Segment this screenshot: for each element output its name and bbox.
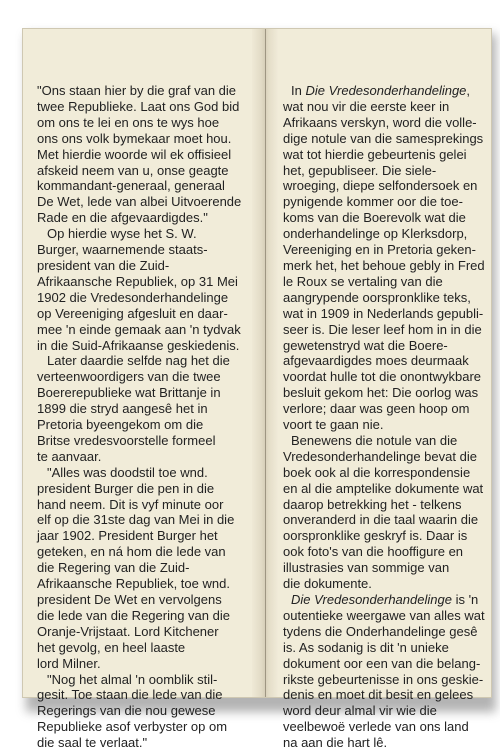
- paragraph-line: Afrikaans verskyn, word die volle-: [283, 114, 477, 130]
- paragraph-line: president De Wet en vervolgens: [37, 592, 222, 607]
- paragraph-line: pynigende kommer oor die toe-: [283, 194, 463, 210]
- paragraph-line: Afrikaansche Republiek, toe wnd.: [37, 576, 230, 592]
- paragraph-line: rikste gebeurtenisse in ons geskie-: [283, 671, 484, 687]
- paragraph-line: "Alles was doodstil toe wnd.: [47, 464, 208, 480]
- paragraph-line: outentieke weergawe van alles wat: [283, 607, 485, 623]
- paragraph-line: gewetenstryd wat die Boere-: [283, 337, 448, 353]
- paragraph-line: in die Suid-Afrikaanse geskiedenis.: [37, 337, 240, 353]
- paragraph-line: Afrikaansche Republiek, op 31 Mei: [37, 273, 238, 289]
- paragraph-line: De Wet, lede van albei Uitvoerende: [37, 194, 242, 210]
- paragraph-line: illustrasies van sommige van: [283, 560, 450, 576]
- paragraph-line: tydens die Onderhandelinge gesê: [283, 623, 478, 639]
- paragraph-line: die Regering van die Zuid-: [37, 560, 190, 576]
- paragraph-line: 1899 die stryd aangesê het in: [37, 401, 208, 417]
- paragraph-line: aangrypende oorspronklike teks,: [283, 289, 471, 305]
- paragraph-line: op Vereeniging afgesluit en daar-: [37, 305, 228, 321]
- paragraph-line: Met hierdie woorde wil ek offisieel: [37, 146, 232, 162]
- left-text-column: [37, 83, 252, 751]
- paragraph-line: merk het, het behoue gebly in Fred: [283, 257, 485, 273]
- paragraph-line: Benewens die notule van die: [291, 432, 458, 448]
- paragraph-line: jaar 1902. President Burger het: [37, 528, 218, 544]
- paragraph-line: voordat hulle tot die onontwykbare: [283, 369, 482, 385]
- paragraph-line: het gevolg, en heel laaste: [37, 639, 186, 655]
- paragraph-line: oorspronklike geskryf is. Daar is: [283, 528, 468, 544]
- paragraph-line: afgevaardigdes moes deurmaak: [283, 353, 469, 369]
- book-page: [22, 28, 492, 751]
- paragraph-line: Republieke asof verbyster op om: [37, 719, 228, 735]
- fold-line: [265, 29, 266, 697]
- paragraph-line: wat tot hierdie gebeurtenis gelei: [283, 146, 467, 162]
- paragraph-line: "Nog het almal 'n oomblik stil-: [47, 671, 218, 687]
- paragraph-line: lord Milner.: [37, 655, 101, 671]
- paragraph-line: besluit gekom het: Die oorlog was: [283, 385, 479, 401]
- paragraph-line: na aan die hart lê.: [283, 735, 388, 751]
- paragraph-line: "Ons staan hier by die graf van die: [37, 83, 237, 98]
- paragraph-line: elf op die 31ste dag van Mei in die: [37, 512, 235, 528]
- paragraph-line: veelbewoë verlede van ons land: [283, 719, 469, 735]
- paragraph-line: Regerings van die nou gewese: [37, 703, 216, 719]
- paragraph-line: verlore; daar was geen hoop om: [283, 401, 470, 417]
- paragraph-line: In Die Vredesonderhandelinge,: [291, 83, 471, 98]
- paragraph-line: voort te gaan nie.: [283, 417, 384, 433]
- paragraph-line: is. As sodanig is dit 'n unieke: [283, 639, 449, 655]
- paragraph-line: onveranderd in die taal waarin die: [283, 512, 479, 528]
- right-text-column: [283, 83, 483, 751]
- paragraph-line: hand neem. Dit is vyf minute oor: [37, 496, 224, 512]
- paragraph-line: en al die amptelike dokumente wat: [283, 480, 484, 496]
- paragraph-line: twee Republieke. Laat ons God bid: [37, 98, 240, 114]
- paragraph-line: die lede van die Regering van die: [37, 607, 230, 623]
- paragraph-line: gesit. Toe staan die lede van die: [37, 687, 223, 703]
- paragraph-line: 1902 die Vredesonderhandelinge: [37, 289, 229, 305]
- paragraph-line: afskeid neem van u, onse geagte: [37, 162, 229, 178]
- paragraph-line: ook foto's van die hooffigure en: [283, 544, 464, 560]
- paragraph-line: Op hierdie wyse het S. W.: [47, 226, 197, 242]
- paragraph-line: om ons te lei en ons te wys hoe: [37, 114, 220, 130]
- paragraph-line: die dokumente.: [283, 576, 372, 592]
- paragraph-line: Die Vredesonderhandelinge is 'n: [291, 592, 479, 607]
- paragraph-line: wat in 1909 in Nederlands gepubli-: [283, 305, 484, 321]
- paragraph-line: Boererepublieke wat Brittanje in: [37, 385, 221, 401]
- paragraph-line: die saal te verlaat.": [37, 735, 148, 751]
- paragraph-line: onderhandelinge op Klerksdorp,: [283, 226, 468, 242]
- paragraph-line: denis en moet dit besit en gelees: [283, 687, 474, 703]
- paragraph-line: dige notule van die samesprekings: [283, 130, 484, 146]
- paragraph-line: Vereeniging en in Pretoria geken-: [283, 242, 476, 258]
- paragraph-line: Britse vredesvoorstelle formeel: [37, 432, 216, 448]
- paragraph-line: te aanvaar.: [37, 448, 102, 464]
- paragraph-line: Vredesonderhandelinge bevat die: [283, 448, 477, 464]
- paragraph-line: boek ook al die korrespondensie: [283, 464, 471, 480]
- paragraph-line: seer is. Die leser leef hom in in die: [283, 321, 482, 337]
- paragraph-line: wat nou vir die eerste keer in: [283, 98, 450, 114]
- paragraph-line: word deur almal vir wie die: [283, 703, 437, 719]
- paragraph-line: Later daardie selfde nag het die: [47, 353, 230, 369]
- paragraph-line: Oranje-Vrijstaat. Lord Kitchener: [37, 623, 219, 639]
- paragraph-line: ons ons volk bymekaar moet hou.: [37, 130, 232, 146]
- paragraph-line: wroeging, diepe selfondersoek en: [283, 178, 478, 194]
- paragraph-line: president van die Zuid-: [37, 257, 170, 273]
- paragraph-line: koms van die Boerevolk wat die: [283, 210, 466, 226]
- paragraph-line: kommandant-generaal, generaal: [37, 178, 225, 194]
- paragraph-line: Pretoria byeengekom om die: [37, 417, 204, 433]
- paragraph-line: president Burger die pen in die: [37, 480, 215, 496]
- paragraph-line: verteenwoordigers van die twee: [37, 369, 221, 385]
- paragraph-line: Burger, waarnemende staats-: [37, 242, 208, 258]
- paragraph-line: geteken, en ná hom die lede van: [37, 544, 226, 560]
- paragraph-line: Rade en die afgevaardigdes.": [37, 210, 208, 226]
- paragraph-line: mee 'n einde gemaak aan 'n tydvak: [37, 321, 241, 337]
- paragraph-line: daarop betrekking het - telkens: [283, 496, 462, 512]
- paragraph-line: le Roux se vertaling van die: [283, 273, 443, 289]
- paragraph-line: het, gepubliseer. Die siele-: [283, 162, 437, 178]
- paragraph-line: dokument oor een van die belang-: [283, 655, 481, 671]
